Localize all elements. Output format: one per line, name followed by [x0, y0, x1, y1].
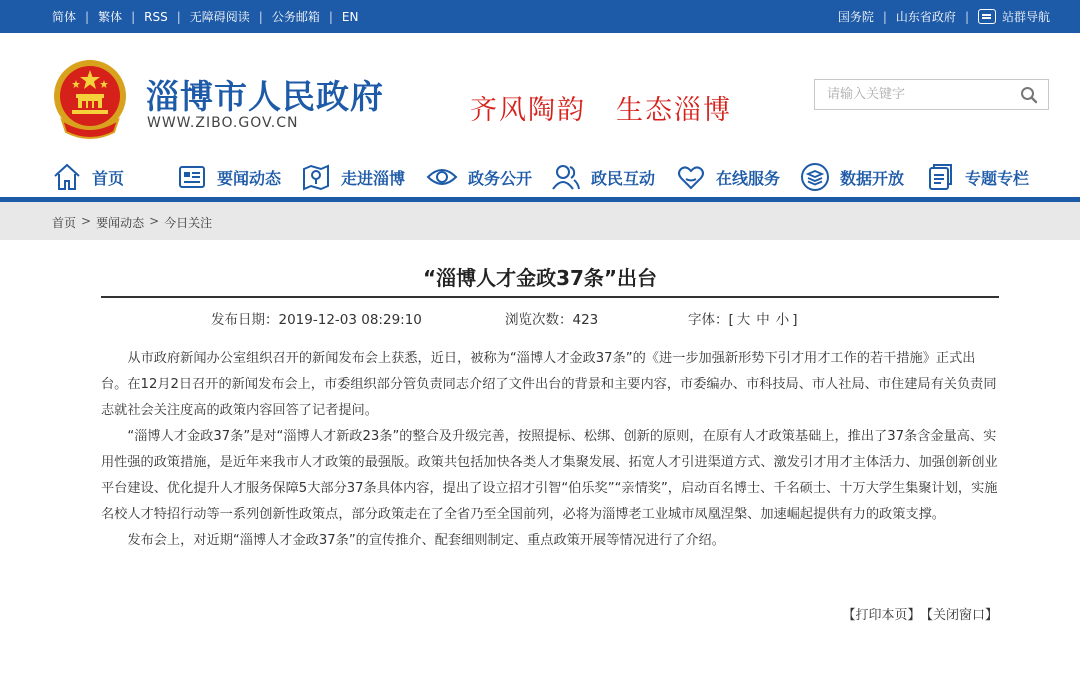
- nav-label: 政务公开: [468, 168, 533, 188]
- nav-interaction[interactable]: [551, 161, 655, 193]
- slogan-left: 齐风陶韵: [470, 95, 586, 126]
- font-bracket-close: ]: [792, 312, 798, 328]
- font-label: 字体：: [688, 312, 729, 328]
- breadcrumb-separator: >: [149, 214, 160, 228]
- paragraph: “淄博人才金政37条”是对“淄博人才新政23条”的整合及升级完善，按照提标、松绑、创新的原则，在原有人才政策基础上，推出了37条含金量高、实用性强的政策措施，是近年来我市人才政策的最强版。政策共包括加快各类人才集聚发展、拓宽人才引进渠道方式、激发引才用才主体活力、加强创新创业平台建设、优化提升人才服务保障5大部分37条具体内容，提出了设立招才引智“伯乐奖”“亲情奖”，启动百名博士、千名硕士、十万大学生集聚计划，实施名校人才特招行动等一系列创新性政策点，部分政策走在了全省乃至全国前列，必将为淄博老工业城市凤凰涅槃、加速崛起提供有力的政策支撑。: [101, 429, 998, 522]
- home-icon: [52, 162, 82, 192]
- nav-label: 走进淄博: [341, 168, 406, 188]
- top-right-links: [838, 0, 1050, 33]
- views-value: 423: [572, 312, 599, 328]
- heart-hands-icon: [676, 162, 706, 192]
- close-window-link[interactable]: 【关闭窗口】: [926, 608, 998, 623]
- nav-open-data[interactable]: [800, 161, 904, 193]
- view-count: [505, 308, 598, 328]
- map-icon: [301, 162, 331, 192]
- layers-icon: [800, 162, 830, 192]
- paragraph: 从市政府新闻办公室组织召开的新闻发布会上获悉，近日，被称为“淄博人才金政37条”的《进一步加强新形势下引才用才工作的若干措施》正式出台。在12月2日召开的新闻发布会上，市委组织部分管负责同志介绍了文件出台的背景和主要内容，市委编办、市科技局、市人社局、市住建局有关负责同志就社会关注度高的政策内容回答了记者提问。: [101, 351, 997, 418]
- breadcrumb-today[interactable]: 今日关注: [164, 216, 213, 230]
- breadcrumb-home[interactable]: 首页: [52, 216, 77, 230]
- people-icon: [551, 162, 581, 192]
- publish-date: [211, 308, 422, 328]
- link-state-council[interactable]: 国务院: [837, 10, 874, 24]
- divider: |: [964, 9, 969, 24]
- nav-label: 政民互动: [591, 168, 656, 188]
- article-title: “淄博人才金政37条”出台: [422, 266, 658, 290]
- nav-label: 要闻动态: [217, 168, 282, 188]
- link-simplified[interactable]: 简体: [52, 10, 77, 24]
- divider: |: [176, 9, 181, 24]
- search-box: [814, 79, 1049, 110]
- search-input[interactable]: [827, 80, 1017, 109]
- breadcrumb-separator: >: [81, 214, 92, 228]
- site-header: [0, 33, 1080, 153]
- link-english[interactable]: EN: [341, 9, 359, 24]
- font-bracket-open: [: [728, 312, 734, 328]
- link-traditional[interactable]: 繁体: [98, 10, 123, 24]
- divider: |: [882, 9, 887, 24]
- nav-about-zibo[interactable]: [301, 161, 405, 193]
- font-medium-button[interactable]: 中: [756, 312, 770, 328]
- main-nav: [0, 153, 1080, 200]
- link-mail[interactable]: 公务邮箱: [271, 10, 320, 24]
- article-body: [101, 346, 999, 554]
- title-divider: [101, 296, 999, 298]
- publish-label: 发布日期：: [211, 312, 279, 328]
- nav-label: 专题专栏: [965, 168, 1030, 188]
- site-title: 淄博市人民政府: [146, 77, 384, 116]
- top-bar: [0, 0, 1080, 33]
- print-link[interactable]: 【打印本页】: [842, 608, 921, 623]
- divider: |: [85, 9, 90, 24]
- nav-news[interactable]: [177, 161, 281, 193]
- slogan: [470, 88, 732, 127]
- nav-online-service[interactable]: [676, 161, 780, 193]
- paragraph: 发布会上，对近期“淄博人才金政37条”的宣传推介、配套细则制定、重点政策开展等情况进行了介绍。: [127, 533, 725, 548]
- font-small-button[interactable]: 小: [775, 312, 790, 328]
- nav-gov-affairs[interactable]: [426, 161, 532, 193]
- link-rss[interactable]: RSS: [144, 9, 168, 24]
- link-shandong-gov[interactable]: 山东省政府: [895, 10, 956, 24]
- slogan-right: 生态淄博: [616, 95, 732, 126]
- site-nav-icon[interactable]: [978, 9, 996, 24]
- nav-home[interactable]: [52, 161, 124, 193]
- search-icon[interactable]: [1020, 86, 1038, 104]
- nav-label: 数据开放: [840, 168, 905, 188]
- font-size-control: [688, 308, 798, 328]
- top-links: [52, 0, 358, 33]
- breadcrumb-news[interactable]: 要闻动态: [96, 216, 145, 230]
- eye-icon: [426, 162, 458, 192]
- news-icon: [177, 162, 207, 192]
- site-url: WWW.ZIBO.GOV.CN: [147, 115, 299, 131]
- link-accessibility[interactable]: 无障碍阅读: [189, 10, 250, 24]
- document-icon: [925, 162, 955, 192]
- divider: |: [258, 9, 263, 24]
- publish-value: 2019-12-03 08:29:10: [278, 312, 422, 328]
- nav-special-topics[interactable]: [925, 161, 1029, 193]
- article-actions: [836, 604, 998, 623]
- breadcrumb: [0, 202, 1080, 240]
- site-nav-link[interactable]: 站群导航: [1001, 10, 1050, 24]
- national-emblem-icon: [52, 58, 128, 142]
- font-large-button[interactable]: 大: [736, 312, 751, 328]
- nav-label: 首页: [92, 168, 125, 188]
- views-label: 浏览次数：: [505, 312, 573, 328]
- nav-label: 在线服务: [716, 168, 781, 188]
- divider: |: [328, 9, 333, 24]
- divider: |: [131, 9, 136, 24]
